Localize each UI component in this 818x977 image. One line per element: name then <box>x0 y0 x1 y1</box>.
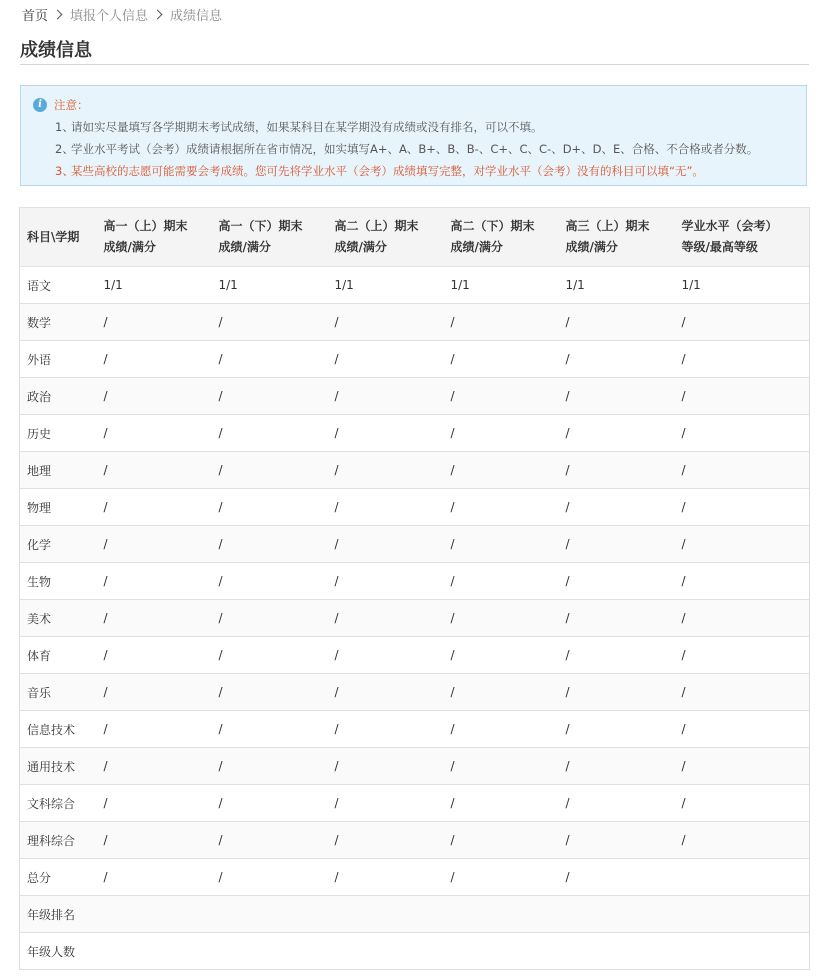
grade-cell[interactable]: / <box>560 711 676 748</box>
grade-cell[interactable]: / <box>560 637 676 674</box>
grade-cell[interactable]: / <box>213 822 329 859</box>
table-row <box>20 933 810 970</box>
subject-cell: 地理 <box>20 452 98 489</box>
table-row <box>20 267 810 304</box>
grade-cell[interactable]: / <box>676 785 810 822</box>
grade-cell[interactable]: / <box>98 600 213 637</box>
page-title: 成绩信息 <box>20 40 92 61</box>
table-row <box>20 785 810 822</box>
grade-cell[interactable] <box>560 933 676 970</box>
grade-cell[interactable]: / <box>329 526 445 563</box>
grade-cell[interactable]: / <box>329 859 445 896</box>
table-row <box>20 563 810 600</box>
grade-cell[interactable]: / <box>329 341 445 378</box>
header-subject: 科目\学期 <box>20 208 98 267</box>
notice-line-3 <box>55 163 704 179</box>
grade-cell[interactable]: / <box>560 304 676 341</box>
grade-cell[interactable]: / <box>213 637 329 674</box>
grade-cell[interactable] <box>445 896 560 933</box>
table-header-row <box>20 208 810 267</box>
grade-cell[interactable]: 1/1 <box>676 267 810 304</box>
grade-cell[interactable]: / <box>560 785 676 822</box>
grade-cell[interactable]: / <box>213 415 329 452</box>
grade-cell[interactable]: / <box>560 748 676 785</box>
header-grade10-fall: 高一（上）期末 成绩/满分 <box>98 208 213 267</box>
grade-cell[interactable]: / <box>560 674 676 711</box>
grade-cell[interactable]: / <box>98 341 213 378</box>
grade-cell[interactable] <box>329 933 445 970</box>
grade-cell[interactable]: / <box>445 822 560 859</box>
grade-cell[interactable]: / <box>213 526 329 563</box>
breadcrumb-home[interactable]: 首页 <box>22 8 49 24</box>
grade-cell[interactable] <box>213 933 329 970</box>
subject-cell: 外语 <box>20 341 98 378</box>
grade-cell[interactable]: / <box>445 415 560 452</box>
grade-cell[interactable]: / <box>676 822 810 859</box>
grade-cell[interactable]: / <box>445 674 560 711</box>
subject-cell: 语文 <box>20 267 98 304</box>
grade-cell[interactable] <box>98 896 213 933</box>
grade-cell[interactable]: / <box>445 600 560 637</box>
grade-cell[interactable]: / <box>98 415 213 452</box>
grade-cell[interactable]: / <box>98 489 213 526</box>
table-row <box>20 452 810 489</box>
info-icon: i <box>33 98 47 112</box>
grade-cell[interactable]: / <box>213 378 329 415</box>
table-row <box>20 896 810 933</box>
grade-cell[interactable]: / <box>445 304 560 341</box>
subject-cell: 总分 <box>20 859 98 896</box>
grade-cell[interactable] <box>98 933 213 970</box>
grade-cell[interactable]: / <box>98 785 213 822</box>
subject-cell: 物理 <box>20 489 98 526</box>
grade-cell[interactable]: / <box>676 637 810 674</box>
breadcrumb <box>22 4 222 24</box>
notice-line-number: 2、 <box>55 142 74 156</box>
table-row <box>20 341 810 378</box>
grade-cell[interactable]: / <box>98 637 213 674</box>
grade-cell[interactable]: / <box>445 341 560 378</box>
grade-cell[interactable]: / <box>445 711 560 748</box>
header-grade12-fall: 高三（上）期末 成绩/满分 <box>560 208 676 267</box>
grade-cell[interactable]: / <box>98 304 213 341</box>
grade-cell[interactable] <box>213 896 329 933</box>
notice-line-text: 请如实尽量填写各学期期末考试成绩，如果某科目在某学期没有成绩或没有排名，可以不填。 <box>71 120 543 134</box>
breadcrumb-personal-info[interactable]: 填报个人信息 <box>70 8 149 24</box>
grade-cell[interactable]: / <box>560 600 676 637</box>
notice-line-number: 1、 <box>55 120 74 134</box>
grade-cell[interactable]: / <box>98 711 213 748</box>
notice-line-text: 某些高校的志愿可能需要会考成绩。您可先将学业水平（会考）成绩填写完整，对学业水平（会考）没有的科目可以填“无”。 <box>71 164 704 178</box>
table-row <box>20 378 810 415</box>
table-row <box>20 526 810 563</box>
table-row <box>20 674 810 711</box>
grade-cell[interactable]: / <box>676 674 810 711</box>
grade-cell[interactable]: / <box>676 378 810 415</box>
grade-cell[interactable]: / <box>329 489 445 526</box>
table-row <box>20 415 810 452</box>
grade-cell[interactable]: / <box>98 526 213 563</box>
grade-cell[interactable]: / <box>329 711 445 748</box>
subject-cell: 理科综合 <box>20 822 98 859</box>
header-grade11-fall: 高二（上）期末 成绩/满分 <box>329 208 445 267</box>
table-row <box>20 711 810 748</box>
subject-cell: 生物 <box>20 563 98 600</box>
grade-cell[interactable]: / <box>98 452 213 489</box>
grade-cell[interactable]: 1/1 <box>445 267 560 304</box>
grade-cell[interactable] <box>676 896 810 933</box>
subject-cell: 数学 <box>20 304 98 341</box>
subject-cell: 音乐 <box>20 674 98 711</box>
grade-cell[interactable] <box>329 896 445 933</box>
grade-cell[interactable]: / <box>560 341 676 378</box>
table-row <box>20 822 810 859</box>
grade-cell[interactable]: / <box>329 415 445 452</box>
grade-cell[interactable]: / <box>213 674 329 711</box>
subject-cell: 文科综合 <box>20 785 98 822</box>
chevron-right-icon <box>53 9 63 19</box>
subject-cell: 历史 <box>20 415 98 452</box>
grade-cell[interactable]: / <box>98 378 213 415</box>
subject-cell: 化学 <box>20 526 98 563</box>
grade-cell[interactable]: / <box>213 489 329 526</box>
grade-cell[interactable]: / <box>329 378 445 415</box>
breadcrumb-current: 成绩信息 <box>170 8 223 24</box>
grade-cell[interactable]: / <box>560 859 676 896</box>
grade-cell[interactable]: / <box>676 563 810 600</box>
grade-cell[interactable]: / <box>560 489 676 526</box>
notice-line-1 <box>55 119 543 135</box>
grade-cell[interactable]: / <box>98 822 213 859</box>
grade-cell[interactable]: / <box>329 637 445 674</box>
table-body <box>20 267 810 970</box>
grades-table <box>19 207 810 970</box>
grade-cell[interactable]: / <box>676 711 810 748</box>
subject-cell: 信息技术 <box>20 711 98 748</box>
table-row <box>20 637 810 674</box>
notice-title: 注意： <box>54 98 89 112</box>
grade-cell[interactable]: / <box>676 526 810 563</box>
grade-cell[interactable]: / <box>329 748 445 785</box>
grade-cell[interactable]: 1/1 <box>329 267 445 304</box>
grade-cell[interactable]: 1/1 <box>98 267 213 304</box>
grade-cell[interactable]: 1/1 <box>213 267 329 304</box>
subject-cell: 体育 <box>20 637 98 674</box>
grade-cell[interactable]: / <box>329 304 445 341</box>
grade-cell[interactable]: / <box>560 526 676 563</box>
grade-cell[interactable]: / <box>213 563 329 600</box>
table-row <box>20 489 810 526</box>
grade-cell[interactable]: / <box>213 341 329 378</box>
grade-cell[interactable]: / <box>676 600 810 637</box>
table-row <box>20 859 810 896</box>
table-row <box>20 304 810 341</box>
grade-cell[interactable]: / <box>445 748 560 785</box>
grade-cell[interactable]: / <box>98 859 213 896</box>
grade-cell[interactable]: / <box>445 785 560 822</box>
grade-cell[interactable]: / <box>560 452 676 489</box>
table-row <box>20 600 810 637</box>
grade-cell[interactable]: / <box>213 711 329 748</box>
notice-line-text: 学业水平考试（会考）成绩请根据所在省市情况，如实填写A+、A、B+、B、B-、C+、C、C-、D+、D、E、合格、不合格或者分数。 <box>71 142 759 156</box>
grade-cell[interactable]: / <box>676 304 810 341</box>
notice-box <box>20 85 807 186</box>
grade-cell[interactable]: / <box>329 600 445 637</box>
grade-cell[interactable]: / <box>213 859 329 896</box>
grade-cell[interactable]: / <box>445 859 560 896</box>
grade-cell[interactable]: / <box>329 674 445 711</box>
grade-cell[interactable]: / <box>560 563 676 600</box>
grade-cell[interactable] <box>676 933 810 970</box>
notice-line-2 <box>55 141 758 157</box>
notice-line-number: 3、 <box>55 164 74 178</box>
grade-cell[interactable]: / <box>676 489 810 526</box>
grade-cell[interactable]: / <box>676 415 810 452</box>
chevron-right-icon <box>153 9 163 19</box>
grade-cell[interactable]: / <box>213 452 329 489</box>
grade-cell[interactable]: / <box>560 415 676 452</box>
grade-cell[interactable]: / <box>445 452 560 489</box>
grade-cell[interactable]: 1/1 <box>560 267 676 304</box>
grade-cell[interactable]: / <box>445 563 560 600</box>
grade-cell[interactable]: / <box>676 452 810 489</box>
grade-cell[interactable]: / <box>560 378 676 415</box>
header-grade10-spring: 高一（下）期末 成绩/满分 <box>213 208 329 267</box>
subject-cell: 通用技术 <box>20 748 98 785</box>
grade-cell[interactable]: / <box>560 822 676 859</box>
grade-cell[interactable]: / <box>329 452 445 489</box>
subject-cell: 美术 <box>20 600 98 637</box>
grade-cell[interactable]: / <box>329 785 445 822</box>
grade-cell[interactable]: / <box>98 748 213 785</box>
grade-cell[interactable]: / <box>213 748 329 785</box>
subject-cell: 政治 <box>20 378 98 415</box>
grade-cell[interactable] <box>676 859 810 896</box>
grade-cell[interactable]: / <box>329 563 445 600</box>
grade-cell[interactable]: / <box>676 341 810 378</box>
title-divider <box>20 64 809 65</box>
header-proficiency-test: 学业水平（会考） 等级/最高等级 <box>676 208 810 267</box>
grade-cell[interactable]: / <box>445 378 560 415</box>
table-row <box>20 748 810 785</box>
grade-cell[interactable]: / <box>213 304 329 341</box>
grade-cell[interactable] <box>445 933 560 970</box>
grade-cell[interactable]: / <box>98 674 213 711</box>
subject-cell: 年级人数 <box>20 933 98 970</box>
grade-cell[interactable] <box>560 896 676 933</box>
header-grade11-spring: 高二（下）期末 成绩/满分 <box>445 208 560 267</box>
grade-cell[interactable]: / <box>213 785 329 822</box>
grade-cell[interactable]: / <box>98 563 213 600</box>
subject-cell: 年级排名 <box>20 896 98 933</box>
grade-cell[interactable]: / <box>213 600 329 637</box>
grade-cell[interactable]: / <box>676 748 810 785</box>
grade-cell[interactable]: / <box>445 526 560 563</box>
grade-cell[interactable]: / <box>445 637 560 674</box>
grade-cell[interactable]: / <box>445 489 560 526</box>
grade-cell[interactable]: / <box>329 822 445 859</box>
